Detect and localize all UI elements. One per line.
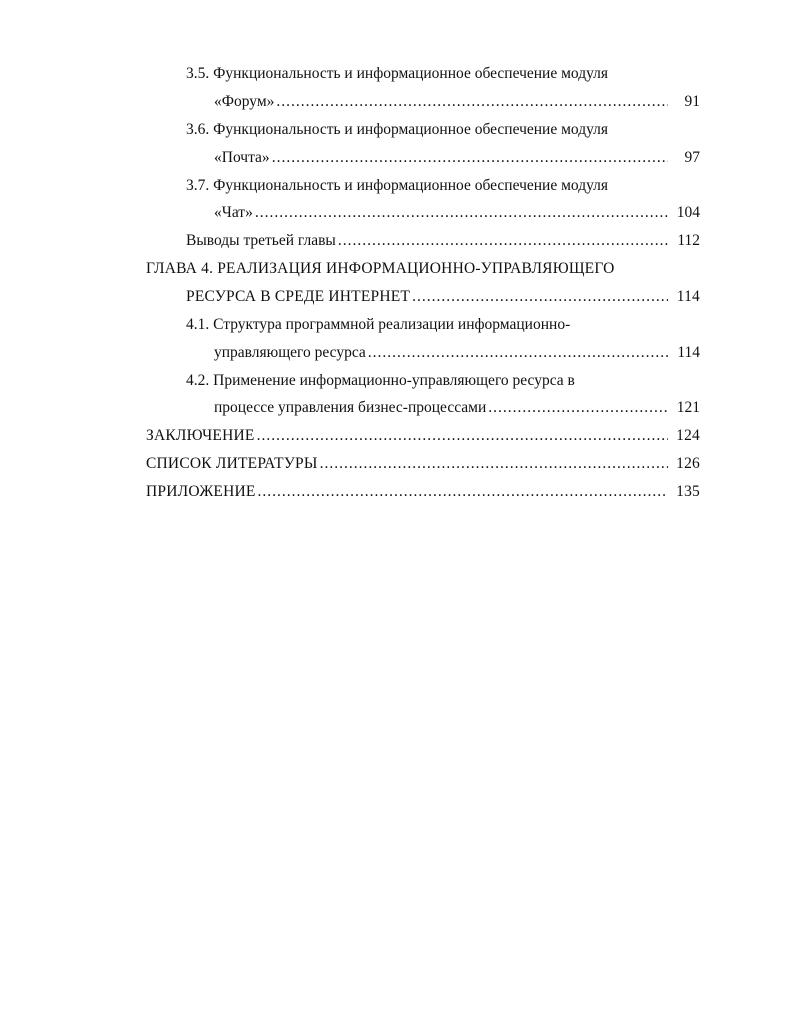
toc-entry-title: 4.2. Применение информационно-управляющего ресурса в [186, 372, 575, 389]
toc-entry-4-1 [214, 342, 700, 364]
page-number: 114 [676, 288, 700, 305]
toc-entry-text: ПРИЛОЖЕНИЕ [146, 483, 256, 500]
toc-entry-3-7-title [186, 175, 700, 197]
toc-entry-conclusions-3 [186, 230, 700, 252]
toc-entry-4-2 [214, 397, 700, 419]
page-number: 126 [676, 455, 700, 472]
toc-entry-3-6 [214, 147, 700, 169]
toc-chapter-4-title [146, 258, 700, 280]
toc-entry-title: 3.5. Функциональность и информационное обеспечение модуля [186, 65, 609, 82]
leader-dots [255, 202, 668, 224]
leader-dots [276, 91, 668, 113]
toc-entry-title: 3.6. Функциональность и информационное обеспечение модуля [186, 121, 609, 138]
leader-dots [368, 342, 668, 364]
toc-entry-4-1-title [186, 314, 700, 336]
leader-dots [412, 286, 668, 308]
page-number: 97 [684, 149, 700, 166]
toc-entry-4-2-title [186, 370, 700, 392]
toc-entry-references [146, 453, 700, 475]
toc-entry-text: процессе управления бизнес-процессами [214, 399, 487, 416]
leader-dots [488, 397, 668, 419]
toc-entry-title: 4.1. Структура программной реализации информационно- [186, 316, 571, 333]
page-number: 124 [676, 427, 700, 444]
toc-chapter-4 [186, 286, 700, 308]
toc-entry-title: 3.7. Функциональность и информационное обеспечение модуля [186, 177, 609, 194]
toc-entry-3-7 [214, 202, 700, 224]
page-number: 91 [684, 93, 700, 110]
toc-entry-text: Выводы третьей главы [186, 232, 336, 249]
leader-dots [320, 453, 668, 475]
toc-entry-3-5 [214, 91, 700, 113]
toc-entry-text: ЗАКЛЮЧЕНИЕ [146, 427, 255, 444]
toc-entry-3-5-title [186, 63, 700, 85]
toc-entry-text: СПИСОК ЛИТЕРАТУРЫ [146, 455, 318, 472]
leader-dots [258, 481, 668, 503]
toc-entry-conclusion [146, 425, 700, 447]
toc-entry-text: «Почта» [214, 149, 270, 166]
toc-entry-text: управляющего ресурса [214, 344, 366, 361]
leader-dots [338, 230, 668, 252]
toc-entry-appendix [146, 481, 700, 503]
page-number: 104 [676, 204, 700, 221]
toc-entry-text: «Форум» [214, 93, 275, 110]
page-number: 135 [676, 483, 700, 500]
toc-entry-text: «Чат» [214, 204, 253, 221]
toc-entry-text: РЕСУРСА В СРЕДЕ ИНТЕРНЕТ [186, 288, 411, 305]
page-number: 114 [677, 344, 700, 361]
toc-entry-title: ГЛАВА 4. РЕАЛИЗАЦИЯ ИНФОРМАЦИОННО-УПРАВЛЯЮЩЕГО [146, 260, 615, 277]
leader-dots [257, 425, 668, 447]
page-number: 121 [676, 399, 700, 416]
toc-entry-3-6-title [186, 119, 700, 141]
page-number: 112 [677, 232, 700, 249]
leader-dots [272, 147, 668, 169]
